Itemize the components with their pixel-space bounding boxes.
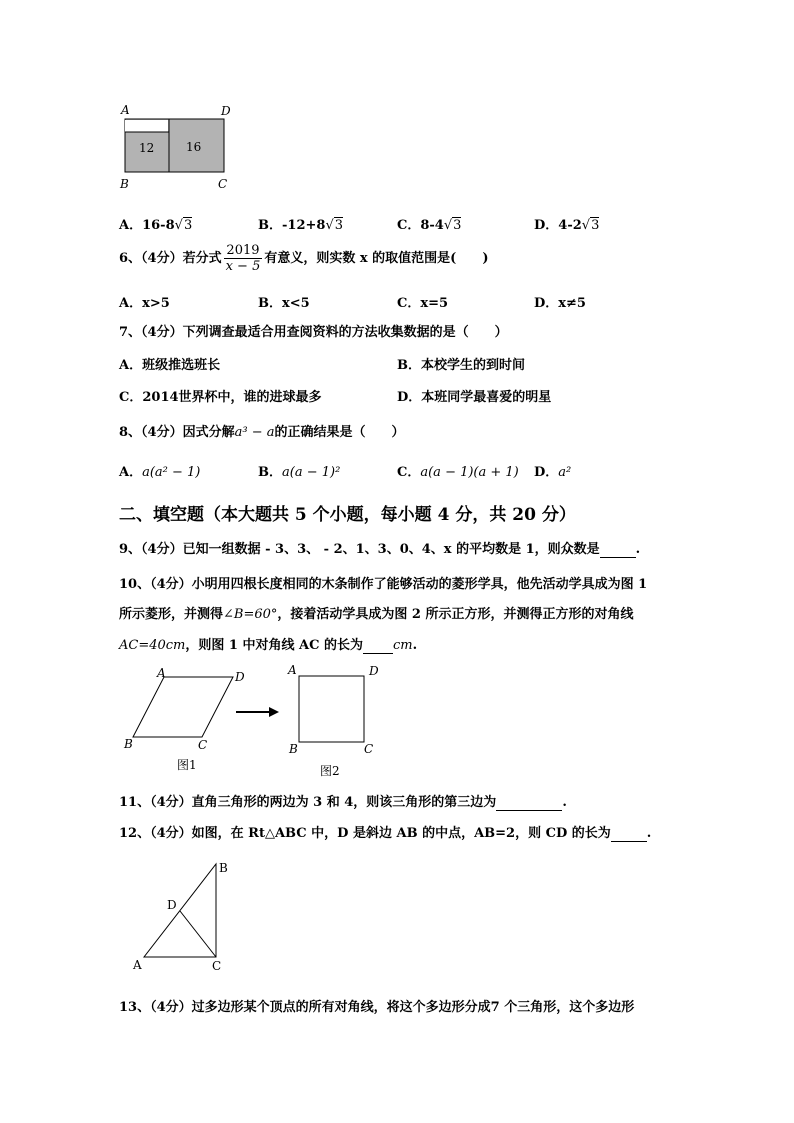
rhombus-label-b: B [124,737,133,751]
rhombus-label-c: C [198,738,208,752]
q7-option-a[interactable]: A．班级推选班长 [119,358,221,373]
q12-stem: 12、（4分）如图，在 Rt△ABC 中，D 是斜边 AB 的中点，AB=2，则 CD 的长为 . [119,826,652,841]
q5-option-b[interactable]: B．-12+8√3 [258,218,344,233]
fig1-caption: 图1 [177,758,197,772]
q10-line1: 10、（4分）小明用四根长度相同的木条制作了能够活动的菱形学具，他先活动学具成为图 1 [119,577,648,592]
section-title: 二、填空题（本大题共 5 个小题，每小题 4 分，共 20 分） [119,505,576,525]
q10-answer-blank[interactable] [363,638,393,654]
q11-answer-blank[interactable] [496,795,562,811]
fig5-label-c: C [218,177,228,191]
square-label-d: D [369,664,379,678]
fig5-label-b: B [120,177,129,191]
q6-option-a[interactable]: A．x>5 [119,296,170,311]
q7-option-d[interactable]: D．本班同学最喜爱的明星 [397,390,552,405]
q6-option-b[interactable]: B．x<5 [258,296,310,311]
square-label-c: C [364,742,374,756]
triangle-label-c: C [212,959,222,973]
q5-option-c[interactable]: C．8-4√3 [397,218,462,233]
q9-answer-blank[interactable] [600,542,636,558]
rhombus-label-a: A [157,666,166,680]
q5-option-d[interactable]: D．4-2√3 [534,218,600,233]
q6-fraction: $\frac{2019}{x - 5}$ [225,243,261,274]
fig5-small-area: 12 [139,141,155,155]
q6-option-d[interactable]: D．x≠5 [534,296,586,311]
q6-stem: 6、（4分）若分式 $\frac{2019}{x - 5}$ 有意义，则实数 x 的取值范围是( ) [119,243,489,274]
fig2-caption: 图2 [320,764,340,778]
triangle-label-b: B [219,861,228,875]
q12-answer-blank[interactable] [611,826,647,842]
q7-option-c[interactable]: C．2014世界杯中，谁的进球最多 [119,390,322,405]
q8-option-b[interactable]: B．a(a − 1)² [258,465,341,480]
q8-option-a[interactable]: A．a(a² − 1) [119,465,201,480]
q10-line3: AC=40cm，则图 1 中对角线 AC 的长为 cm. [119,638,418,653]
rectangle-figure [119,103,234,191]
q9-stem: 9、（4分）已知一组数据 - 3、3、 - 2、1、3、0、4、x 的平均数是 1，则众数是 . [119,542,641,557]
triangle-label-d: D [167,898,177,912]
q10-line2: 所示菱形，并测得∠B=60°，接着活动学具成为图 2 所示正方形，并测得正方形的对角线 [119,607,634,622]
triangle-label-a: A [133,958,142,972]
square-label-a: A [288,663,297,677]
fig5-label-d: D [221,104,231,118]
q11-stem: 11、（4分）直角三角形的两边为 3 和 4，则该三角形的第三边为 . [119,795,567,810]
q7-option-b[interactable]: B．本校学生的到时间 [397,358,525,373]
fig5-large-area: 16 [186,140,202,154]
q8-stem: 8、（4分）因式分解a³ − a的正确结果是（ ） [119,425,405,440]
q8-option-d[interactable]: D．a² [534,465,572,480]
q6-option-c[interactable]: C．x=5 [397,296,449,311]
q13-stem: 13、（4分）过多边形某个顶点的所有对角线，将这个多边形分成7 个三角形，这个多边形 [119,1000,635,1015]
q7-stem: 7、（4分）下列调查最适合用查阅资料的方法收集数据的是（ ） [119,325,508,340]
q5-option-a[interactable]: A．16-8√3 [119,218,193,233]
fig5-label-a: A [121,103,130,117]
q8-option-c[interactable]: C．a(a − 1)(a + 1) [397,465,519,480]
square-label-b: B [289,742,298,756]
rhombus-label-d: D [235,670,245,684]
